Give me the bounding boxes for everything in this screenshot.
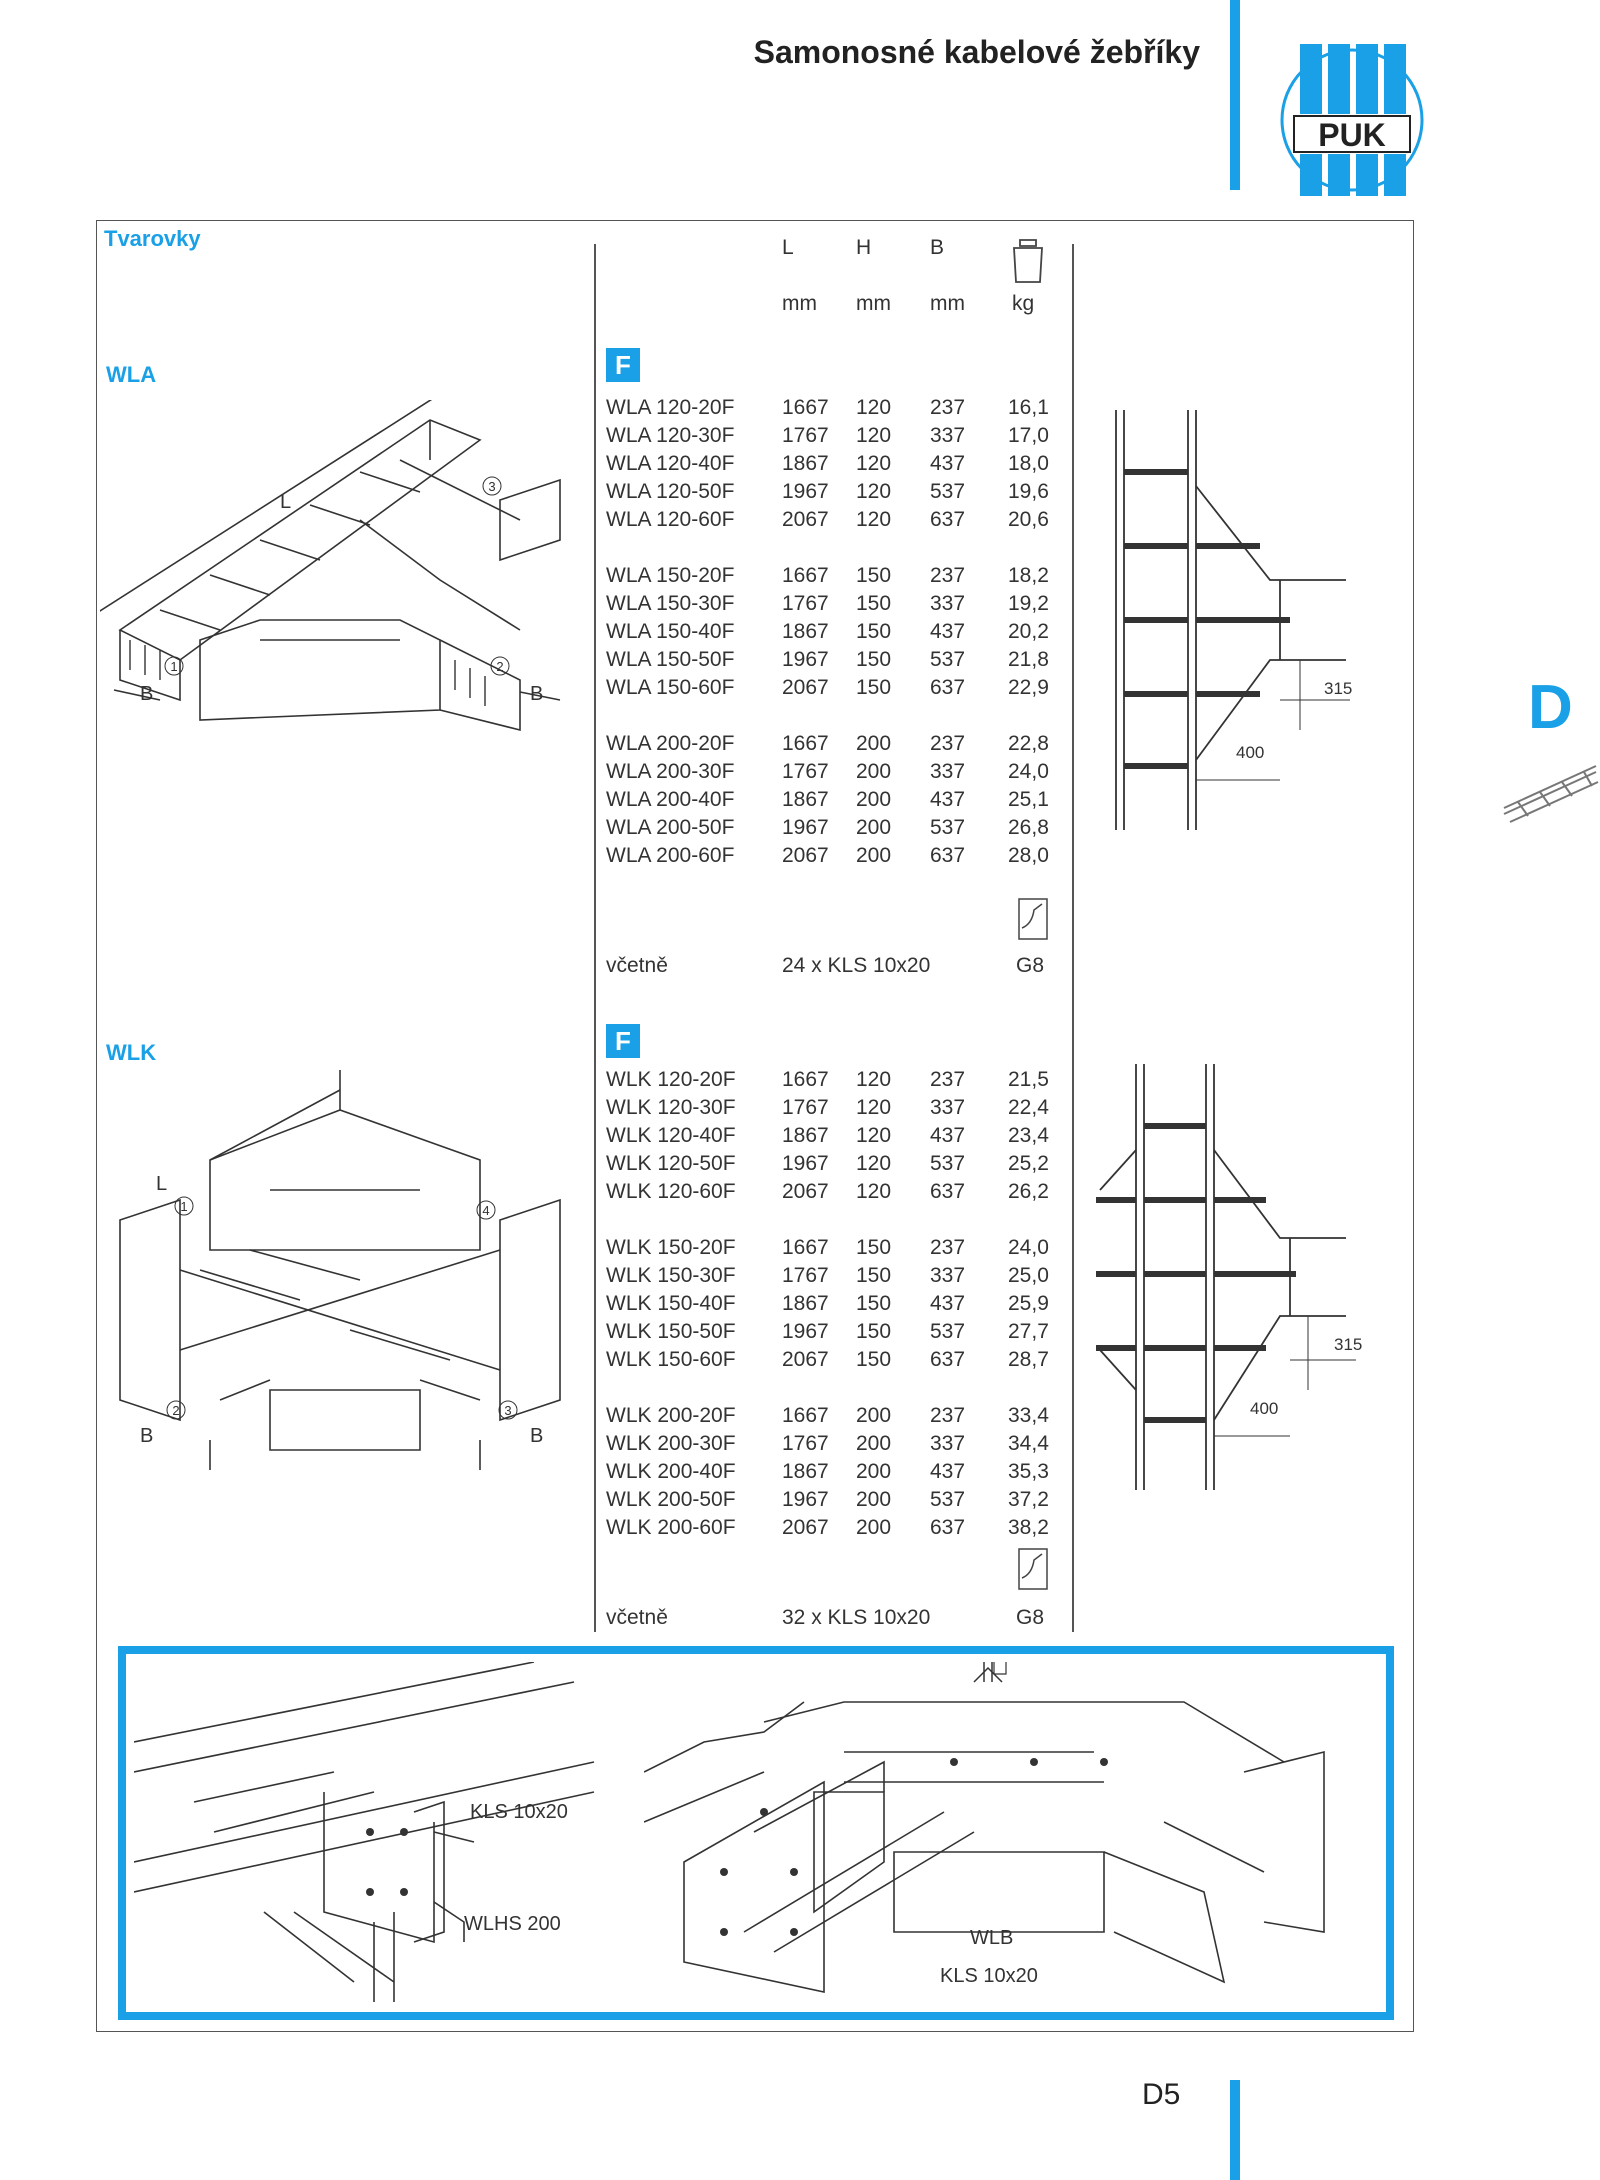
product-code: WLK 150-40F	[606, 1292, 736, 1315]
col-header-L: L	[782, 236, 794, 259]
width-value: 237	[930, 732, 966, 755]
width-value: 337	[930, 1264, 966, 1287]
table-row	[606, 1066, 1066, 1094]
weight-value: 38,2	[1008, 1516, 1049, 1539]
height-value: 150	[856, 1348, 892, 1371]
table-row	[606, 646, 1066, 674]
length-value: 2067	[782, 676, 829, 699]
product-code: WLK 120-30F	[606, 1096, 736, 1119]
length-value: 1867	[782, 1124, 829, 1147]
detail-left-drawing	[134, 1662, 604, 2002]
svg-text:B: B	[140, 1425, 154, 1447]
weight-value: 22,8	[1008, 732, 1049, 755]
wlk-plan-drawing	[1090, 1060, 1400, 1500]
wlk-isometric-drawing	[100, 1070, 580, 1470]
product-code: WLK 120-40F	[606, 1124, 736, 1147]
weight-value: 20,2	[1008, 620, 1049, 643]
length-value: 1767	[782, 592, 829, 615]
height-value: 120	[856, 480, 892, 503]
product-code: WLK 200-60F	[606, 1516, 736, 1539]
product-code: WLK 200-30F	[606, 1432, 736, 1455]
width-value: 437	[930, 620, 966, 643]
svg-text:WLHS 200: WLHS 200	[464, 1913, 561, 1935]
col-header-B: B	[930, 236, 945, 259]
table-row	[606, 1402, 1066, 1430]
height-value: 150	[856, 648, 892, 671]
ladder-thumbnail-icon	[1500, 760, 1600, 830]
width-value: 237	[930, 396, 966, 419]
length-value: 1967	[782, 1320, 829, 1343]
height-value: 150	[856, 1320, 892, 1343]
weight-value: 25,9	[1008, 1292, 1049, 1315]
length-value: 1967	[782, 816, 829, 839]
detail-right-drawing	[644, 1662, 1384, 2002]
product-code: WLA 120-40F	[606, 452, 735, 475]
product-code: WLA 150-60F	[606, 676, 735, 699]
weight-value: 17,0	[1008, 424, 1049, 447]
weight-value: 24,0	[1008, 760, 1049, 783]
table-row	[606, 814, 1066, 842]
wla-finish-badge: F	[606, 348, 640, 382]
height-value: 120	[856, 1180, 892, 1203]
width-value: 337	[930, 1432, 966, 1455]
svg-text:3: 3	[504, 1403, 512, 1418]
height-value: 200	[856, 844, 892, 867]
height-value: 150	[856, 676, 892, 699]
weight-value: 28,7	[1008, 1348, 1049, 1371]
product-code: WLK 200-50F	[606, 1488, 736, 1511]
width-value: 537	[930, 480, 966, 503]
width-value: 537	[930, 1488, 966, 1511]
weight-value: 26,2	[1008, 1180, 1049, 1203]
length-value: 1867	[782, 452, 829, 475]
table-row	[606, 1290, 1066, 1318]
col-unit-L: mm	[782, 292, 817, 315]
width-value: 337	[930, 424, 966, 447]
width-value: 537	[930, 648, 966, 671]
weight-value: 20,6	[1008, 508, 1049, 531]
weight-value: 18,0	[1008, 452, 1049, 475]
length-value: 1967	[782, 648, 829, 671]
svg-text:1: 1	[180, 1199, 188, 1214]
weight-value: 19,2	[1008, 592, 1049, 615]
col-header-H: H	[856, 236, 872, 259]
weight-value: 25,0	[1008, 1264, 1049, 1287]
svg-text:WLB: WLB	[970, 1927, 1014, 1949]
length-value: 1867	[782, 788, 829, 811]
table-row	[606, 1430, 1066, 1458]
width-value: 537	[930, 1320, 966, 1343]
width-value: 437	[930, 452, 966, 475]
table-row	[606, 394, 1066, 422]
product-code: WLA 150-20F	[606, 564, 735, 587]
product-code: WLA 200-40F	[606, 788, 735, 811]
weight-icon	[1010, 236, 1046, 286]
width-value: 237	[930, 1404, 966, 1427]
table-row	[606, 1458, 1066, 1486]
column-divider-left	[594, 244, 596, 1632]
weight-value: 35,3	[1008, 1460, 1049, 1483]
product-code: WLK 200-40F	[606, 1460, 736, 1483]
height-value: 150	[856, 620, 892, 643]
length-value: 1667	[782, 1236, 829, 1259]
svg-text:B: B	[530, 1425, 544, 1447]
product-code: WLK 150-30F	[606, 1264, 736, 1287]
weight-value: 25,1	[1008, 788, 1049, 811]
svg-text:315: 315	[1324, 679, 1353, 698]
table-row	[606, 842, 1066, 870]
length-value: 2067	[782, 1516, 829, 1539]
wla-isometric-drawing	[100, 400, 580, 740]
width-value: 637	[930, 508, 966, 531]
svg-text:315: 315	[1334, 1335, 1363, 1354]
table-row	[606, 1514, 1066, 1542]
product-code: WLA 200-20F	[606, 732, 735, 755]
product-code: WLK 200-20F	[606, 1404, 736, 1427]
height-value: 120	[856, 1096, 892, 1119]
length-value: 1967	[782, 1488, 829, 1511]
wlk-table	[606, 1066, 1066, 1539]
weight-value: 34,4	[1008, 1432, 1049, 1455]
weight-value: 19,6	[1008, 480, 1049, 503]
wlk-included-value: 32 x KLS 10x20	[782, 1606, 931, 1629]
height-value: 200	[856, 1404, 892, 1427]
table-row	[606, 1234, 1066, 1262]
col-unit-kg: kg	[1012, 292, 1035, 315]
wlk-label: WLK	[106, 1040, 157, 1065]
weight-value: 25,2	[1008, 1152, 1049, 1175]
length-value: 1967	[782, 1152, 829, 1175]
width-value: 437	[930, 788, 966, 811]
width-value: 437	[930, 1124, 966, 1147]
table-row	[606, 562, 1066, 590]
height-value: 150	[856, 592, 892, 615]
width-value: 237	[930, 1068, 966, 1091]
height-value: 200	[856, 788, 892, 811]
table-row	[606, 1318, 1066, 1346]
table-row	[606, 1122, 1066, 1150]
table-row	[606, 1346, 1066, 1374]
length-value: 1767	[782, 1432, 829, 1455]
length-value: 1767	[782, 424, 829, 447]
weight-value: 22,9	[1008, 676, 1049, 699]
wlk-finish-badge: F	[606, 1024, 640, 1058]
svg-text:B: B	[530, 683, 544, 705]
table-row	[606, 1094, 1066, 1122]
weight-value: 18,2	[1008, 564, 1049, 587]
height-value: 200	[856, 1432, 892, 1455]
length-value: 1667	[782, 732, 829, 755]
table-row	[606, 1178, 1066, 1206]
height-value: 200	[856, 760, 892, 783]
header-accent-bar	[1230, 0, 1240, 190]
svg-text:400: 400	[1236, 743, 1265, 762]
length-value: 1667	[782, 564, 829, 587]
length-value: 1767	[782, 760, 829, 783]
product-code: WLA 200-30F	[606, 760, 735, 783]
width-value: 637	[930, 1348, 966, 1371]
length-value: 2067	[782, 1348, 829, 1371]
wla-table	[606, 394, 1066, 867]
height-value: 150	[856, 1264, 892, 1287]
table-row	[606, 1150, 1066, 1178]
table-row	[606, 730, 1066, 758]
puk-logo	[1272, 40, 1432, 200]
product-code: WLK 150-50F	[606, 1320, 736, 1343]
height-value: 200	[856, 1516, 892, 1539]
width-value: 637	[930, 1180, 966, 1203]
length-value: 2067	[782, 508, 829, 531]
weight-value: 37,2	[1008, 1488, 1049, 1511]
table-row	[606, 478, 1066, 506]
table-row	[606, 758, 1066, 786]
wlk-included-code: G8	[1016, 1606, 1045, 1629]
section-letter: D	[1528, 673, 1573, 742]
product-code: WLK 150-20F	[606, 1236, 736, 1259]
svg-text:4: 4	[482, 1203, 490, 1218]
height-value: 200	[856, 732, 892, 755]
wla-included-code: G8	[1016, 954, 1045, 977]
width-value: 437	[930, 1460, 966, 1483]
height-value: 120	[856, 396, 892, 419]
weight-value: 21,5	[1008, 1068, 1049, 1091]
product-code: WLK 150-60F	[606, 1348, 736, 1371]
page-title: Samonosné kabelové žebříky	[753, 34, 1200, 70]
weight-value: 33,4	[1008, 1404, 1049, 1427]
svg-text:1: 1	[170, 659, 178, 674]
table-row	[606, 450, 1066, 478]
product-code: WLA 150-50F	[606, 648, 735, 671]
width-value: 437	[930, 1292, 966, 1315]
height-value: 120	[856, 508, 892, 531]
product-code: WLA 120-20F	[606, 396, 735, 419]
col-unit-H: mm	[856, 292, 891, 315]
column-divider-right	[1072, 244, 1074, 1632]
svg-text:L: L	[280, 491, 292, 513]
width-value: 637	[930, 676, 966, 699]
height-value: 200	[856, 816, 892, 839]
table-row	[606, 1262, 1066, 1290]
product-code: WLA 120-50F	[606, 480, 735, 503]
length-value: 2067	[782, 1180, 829, 1203]
height-value: 120	[856, 452, 892, 475]
length-value: 1867	[782, 620, 829, 643]
height-value: 200	[856, 1488, 892, 1511]
product-code: WLA 120-60F	[606, 508, 735, 531]
height-value: 150	[856, 1236, 892, 1259]
weight-value: 22,4	[1008, 1096, 1049, 1119]
height-value: 120	[856, 1124, 892, 1147]
height-value: 150	[856, 564, 892, 587]
height-value: 200	[856, 1460, 892, 1483]
page-number: D5	[1142, 2078, 1181, 2111]
svg-text:3: 3	[488, 479, 496, 494]
table-row	[606, 590, 1066, 618]
svg-text:KLS 10x20: KLS 10x20	[940, 1965, 1038, 1987]
svg-text:PUK: PUK	[1318, 117, 1386, 153]
footer-accent-bar	[1230, 2080, 1240, 2180]
width-value: 337	[930, 1096, 966, 1119]
product-code: WLK 120-60F	[606, 1180, 736, 1203]
wlk-drawing-icon-box	[1018, 1548, 1048, 1590]
width-value: 537	[930, 1152, 966, 1175]
weight-value: 21,8	[1008, 648, 1049, 671]
width-value: 637	[930, 844, 966, 867]
wlk-included-label: včetně	[606, 1606, 668, 1629]
weight-value: 24,0	[1008, 1236, 1049, 1259]
table-row	[606, 618, 1066, 646]
svg-text:L: L	[156, 1173, 168, 1195]
length-value: 1667	[782, 1404, 829, 1427]
product-code: WLA 200-50F	[606, 816, 735, 839]
length-value: 1667	[782, 1068, 829, 1091]
length-value: 1867	[782, 1460, 829, 1483]
length-value: 1867	[782, 1292, 829, 1315]
length-value: 1967	[782, 480, 829, 503]
product-code: WLK 120-50F	[606, 1152, 736, 1175]
table-row	[606, 674, 1066, 702]
product-code: WLA 150-30F	[606, 592, 735, 615]
wla-plan-drawing	[1100, 400, 1400, 840]
svg-text:400: 400	[1250, 1399, 1279, 1418]
svg-text:KLS 10x20: KLS 10x20	[470, 1801, 568, 1823]
weight-value: 27,7	[1008, 1320, 1049, 1343]
product-code: WLA 120-30F	[606, 424, 735, 447]
svg-text:2: 2	[496, 659, 504, 674]
width-value: 537	[930, 816, 966, 839]
product-code: WLA 150-40F	[606, 620, 735, 643]
weight-value: 28,0	[1008, 844, 1049, 867]
wla-included-value: 24 x KLS 10x20	[782, 954, 931, 977]
length-value: 2067	[782, 844, 829, 867]
length-value: 1767	[782, 1264, 829, 1287]
width-value: 337	[930, 592, 966, 615]
table-row	[606, 422, 1066, 450]
width-value: 237	[930, 564, 966, 587]
svg-text:2: 2	[172, 1403, 180, 1418]
svg-text:B: B	[140, 683, 154, 705]
width-value: 237	[930, 1236, 966, 1259]
wla-included-label: včetně	[606, 954, 668, 977]
table-row	[606, 506, 1066, 534]
section-label: Tvarovky	[104, 226, 201, 251]
width-value: 637	[930, 1516, 966, 1539]
wla-drawing-icon-box	[1018, 898, 1048, 940]
product-code: WLA 200-60F	[606, 844, 735, 867]
table-row	[606, 786, 1066, 814]
product-code: WLK 120-20F	[606, 1068, 736, 1091]
table-row	[606, 1486, 1066, 1514]
width-value: 337	[930, 760, 966, 783]
wla-label: WLA	[106, 362, 157, 387]
length-value: 1767	[782, 1096, 829, 1119]
height-value: 120	[856, 1068, 892, 1091]
weight-value: 23,4	[1008, 1124, 1049, 1147]
weight-value: 16,1	[1008, 396, 1049, 419]
height-value: 120	[856, 1152, 892, 1175]
height-value: 150	[856, 1292, 892, 1315]
col-unit-B: mm	[930, 292, 965, 315]
weight-value: 26,8	[1008, 816, 1049, 839]
length-value: 1667	[782, 396, 829, 419]
height-value: 120	[856, 424, 892, 447]
